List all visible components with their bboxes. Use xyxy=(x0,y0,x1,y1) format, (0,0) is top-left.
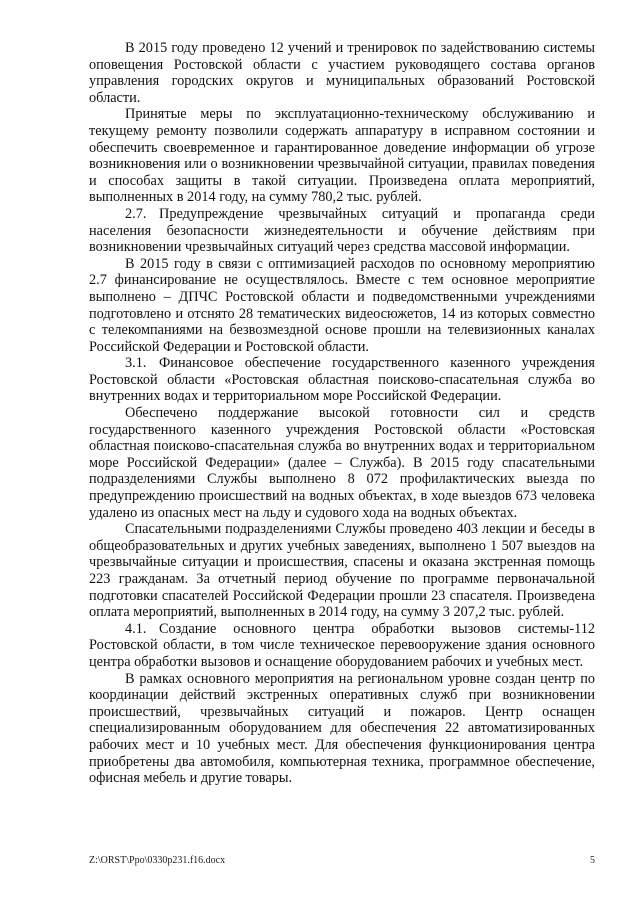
paragraph-text: В 2015 году проведено 12 учений и тренировок по задействованию системы оповещения Ростовской области с участием руководящего состава органов управления городских округов и муниципальных образований Ростовской области. xyxy=(89,40,595,106)
paragraph-rescue-lectures xyxy=(89,521,595,621)
paragraph-media-videos xyxy=(89,256,595,356)
paragraph-section-2-7 xyxy=(89,206,595,256)
page-number: 5 xyxy=(590,855,595,866)
paragraph-rescue-readiness xyxy=(89,405,595,521)
paragraph-text: Обеспечено поддержание высокой готовности сил и средств государственного казенного учреждения Ростовской области «Ростовская областная поисково-спасательная служба во внутренних водах и территориальном море Российской Федерации» (далее – Служба). В 2015 году спасательными подразделениями Службы выполнено 8 072 профилактических выезда по предупреждению происшествий на водных объектах, в ходе выездов 673 человека удалено из опасных мест на льду и судового хода на водных объектах. xyxy=(89,405,595,521)
footer-file-path: Z:\ORST\Ppo\0330p231.f16.docx xyxy=(89,855,226,866)
paragraph-text: Финансовое обеспечение государственного казенного учреждения Ростовской области «Ростовская областная поисково-спасательная служба во внутренних водах и территориальном море Российской Федерации. xyxy=(89,355,595,405)
paragraph-text: Предупреждение чрезвычайных ситуаций и пропаганда среди населения безопасности жизнедеятельности и обучение действиям при возникновении чрезвычайных ситуаций через средства массовой информации. xyxy=(89,205,595,256)
paragraph-text: Создание основного центра обработки вызовов системы-112 Ростовской области, в том числе техническое перевооружение здания основного центра обработки вызовов и оснащение оборудованием рабочих и учебных мест. xyxy=(89,620,595,670)
paragraph-text: В 2015 году в связи с оптимизацией расходов по основному мероприятию 2.7 финансирование не осуществлялось. Вместе с тем основное мероприятие выполнено – ДПЧС Ростовской области и подведомственными учреждениями подготовлено и отснято 28 тематических видеосюжетов, 14 из которых совместно с телекомпаниями на безвозмездной основе прошли на телевизионных каналах Российской Федерации и Ростовской области. xyxy=(89,255,595,355)
section-number: 2.7. xyxy=(125,205,147,222)
paragraph-text: В рамках основного мероприятия на региональном уровне создан центр по координации действий экстренных оперативных служб при возникновении происшествий, чрезвычайных ситуаций и пожаров. Центр оснащен специализированным оборудованием для обеспечения 22 автоматизированных рабочих мест и 10 учебных мест. Для обеспечения функционирования центра приобретены два автомобиля, компьютерная техника, программное обеспечение, офисная мебель и другие товары. xyxy=(89,670,595,787)
section-number: 3.1. xyxy=(125,355,147,372)
paragraph-notification-exercises xyxy=(89,40,595,106)
paragraph-text: Спасательными подразделениями Службы проведено 403 лекции и беседы в общеобразовательных и других учебных заведениях, выполнено 1 507 выездов на чрезвычайные ситуации и происшествия, спасены и оказана экстренная помощь 223 гражданам. За отчетный период обучение по программе первоначальной подготовки спасателей Российской Федерации прошли 23 спасателя. Произведена оплата мероприятий, выполненных в 2014 году, на сумму 3 207,2 тыс. рублей. xyxy=(89,521,595,621)
paragraph-section-3-1 xyxy=(89,355,595,405)
paragraph-equipment-maintenance xyxy=(89,106,595,206)
document-body xyxy=(89,40,595,787)
paragraph-text: Принятые меры по эксплуатационно-техническому обслуживанию и текущему ремонту позволили содержать аппаратуру в исправном состоянии и обеспечить своевременное и гарантированное доведение информации об угрозе возникновения или о возникновении чрезвычайной ситуации, правилах поведения и способах защиты в такой ситуации. Произведена оплата мероприятий, выполненных в 2014 году, на сумму 780,2 тыс. рублей. xyxy=(89,106,595,206)
paragraph-call-center xyxy=(89,671,595,787)
paragraph-section-4-1 xyxy=(89,621,595,671)
section-number: 4.1. xyxy=(125,620,147,637)
